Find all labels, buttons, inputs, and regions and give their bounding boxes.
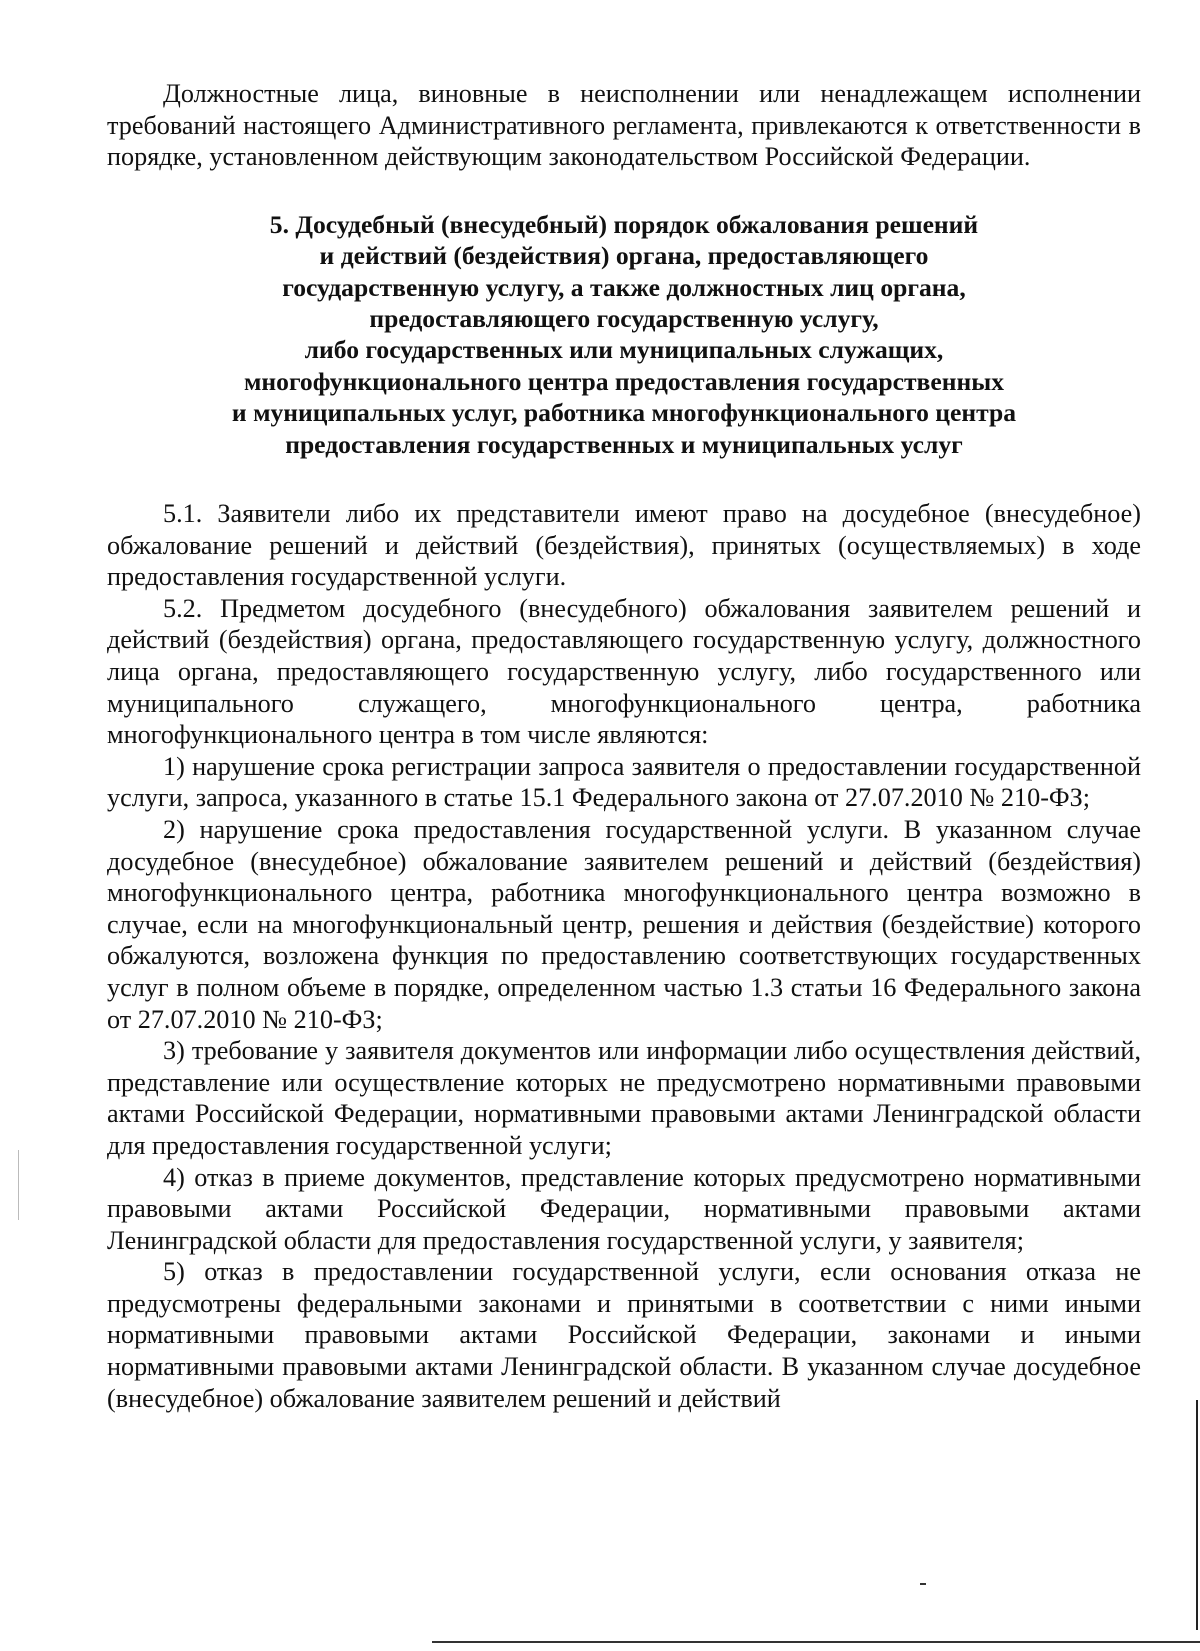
list-item-5: 5) отказ в предоставлении государственной услуги, если основания отказа не предусмотрены федеральными законами и принятыми в соответствии с ними иными нормативными правовыми актами Российской Федерации, законами и иными нормативными правовыми актами Ленинградской области. В указанном случае досудебное (внесудебное) обжалование заявителем решений и действий bbox=[107, 1257, 1141, 1413]
paragraph-5-1: 5.1. Заявители либо их представители имеют право на досудебное (внесудебное) обжалование решений и действий (бездействия), принятых (осуществляемых) в ходе предоставления государственной услуги. bbox=[107, 499, 1141, 592]
heading-line: и действий (бездействия) органа, предоставляющего bbox=[319, 241, 929, 271]
scan-left-mark bbox=[18, 1150, 19, 1220]
scan-edge-right-mark bbox=[1196, 1400, 1198, 1630]
heading-line: государственную услугу, а также должностных лиц органа, bbox=[282, 272, 966, 302]
heading-line: либо государственных или муниципальных служащих, bbox=[304, 335, 944, 365]
heading-line: предоставляющего государственную услугу, bbox=[369, 304, 879, 333]
list-item-3: 3) требование у заявителя документов или информации либо осуществления действий, представление или осуществление которых не предусмотрено нормативными правовыми актами Российской Федерации, нормативными правовыми актами Ленинградской области для предоставления государственной услуги; bbox=[107, 1036, 1141, 1160]
list-item-1: 1) нарушение срока регистрации запроса заявителя о предоставлении государственной услуги, запроса, указанного в статье 15.1 Федерального закона от 27.07.2010 № 210-ФЗ; bbox=[107, 751, 1141, 813]
heading-line: и муниципальных услуг, работника многофункционального центра bbox=[231, 398, 1017, 428]
section-heading-5 bbox=[107, 209, 1141, 460]
scan-edge-bottom-mark bbox=[432, 1641, 1200, 1643]
paragraph-responsibility: Должностные лица, виновные в неисполнении или ненадлежащем исполнении требований настоящего Административного регламента, привлекаются к ответственности в порядке, установленном действующим законодательством Российской Федерации. bbox=[107, 79, 1141, 172]
list-item-2: 2) нарушение срока предоставления государственной услуги. В указанном случае досудебное (внесудебное) обжалование заявителем решений и действий (бездействия) многофункционального центра, работника многофункционального центра возможно в случае, если на многофункциональный центр, решения и действия (бездействие) которого обжалуются, возложена функция по предоставлению соответствующих государственных услуг в полном объеме в порядке, определенном частью 1.3 статьи 16 Федерального закона от 27.07.2010 № 210-ФЗ; bbox=[107, 814, 1141, 1034]
document-page bbox=[107, 78, 1141, 1414]
scan-tick-mark bbox=[920, 1583, 926, 1585]
heading-line: 5. Досудебный (внесудебный) порядок обжалования решений bbox=[269, 209, 979, 239]
heading-line: многофункционального центра предоставления государственных bbox=[243, 366, 1005, 396]
heading-line: предоставления государственных и муниципальных услуг bbox=[285, 429, 963, 459]
list-item-4: 4) отказ в приеме документов, представление которых предусмотрено нормативными правовыми актами Российской Федерации, нормативными правовыми актами Ленинградской области для предоставления государственной услуги, у заявителя; bbox=[107, 1162, 1141, 1255]
paragraph-5-2: 5.2. Предметом досудебного (внесудебного) обжалования заявителем решений и действий (бездействия) органа, предоставляющего государственную услугу, должностного лица органа, предоставляющего государственную услугу, либо государственного или муниципального служащего, многофункционального центра, работника многофункционального центра в том числе являются: bbox=[107, 593, 1141, 750]
